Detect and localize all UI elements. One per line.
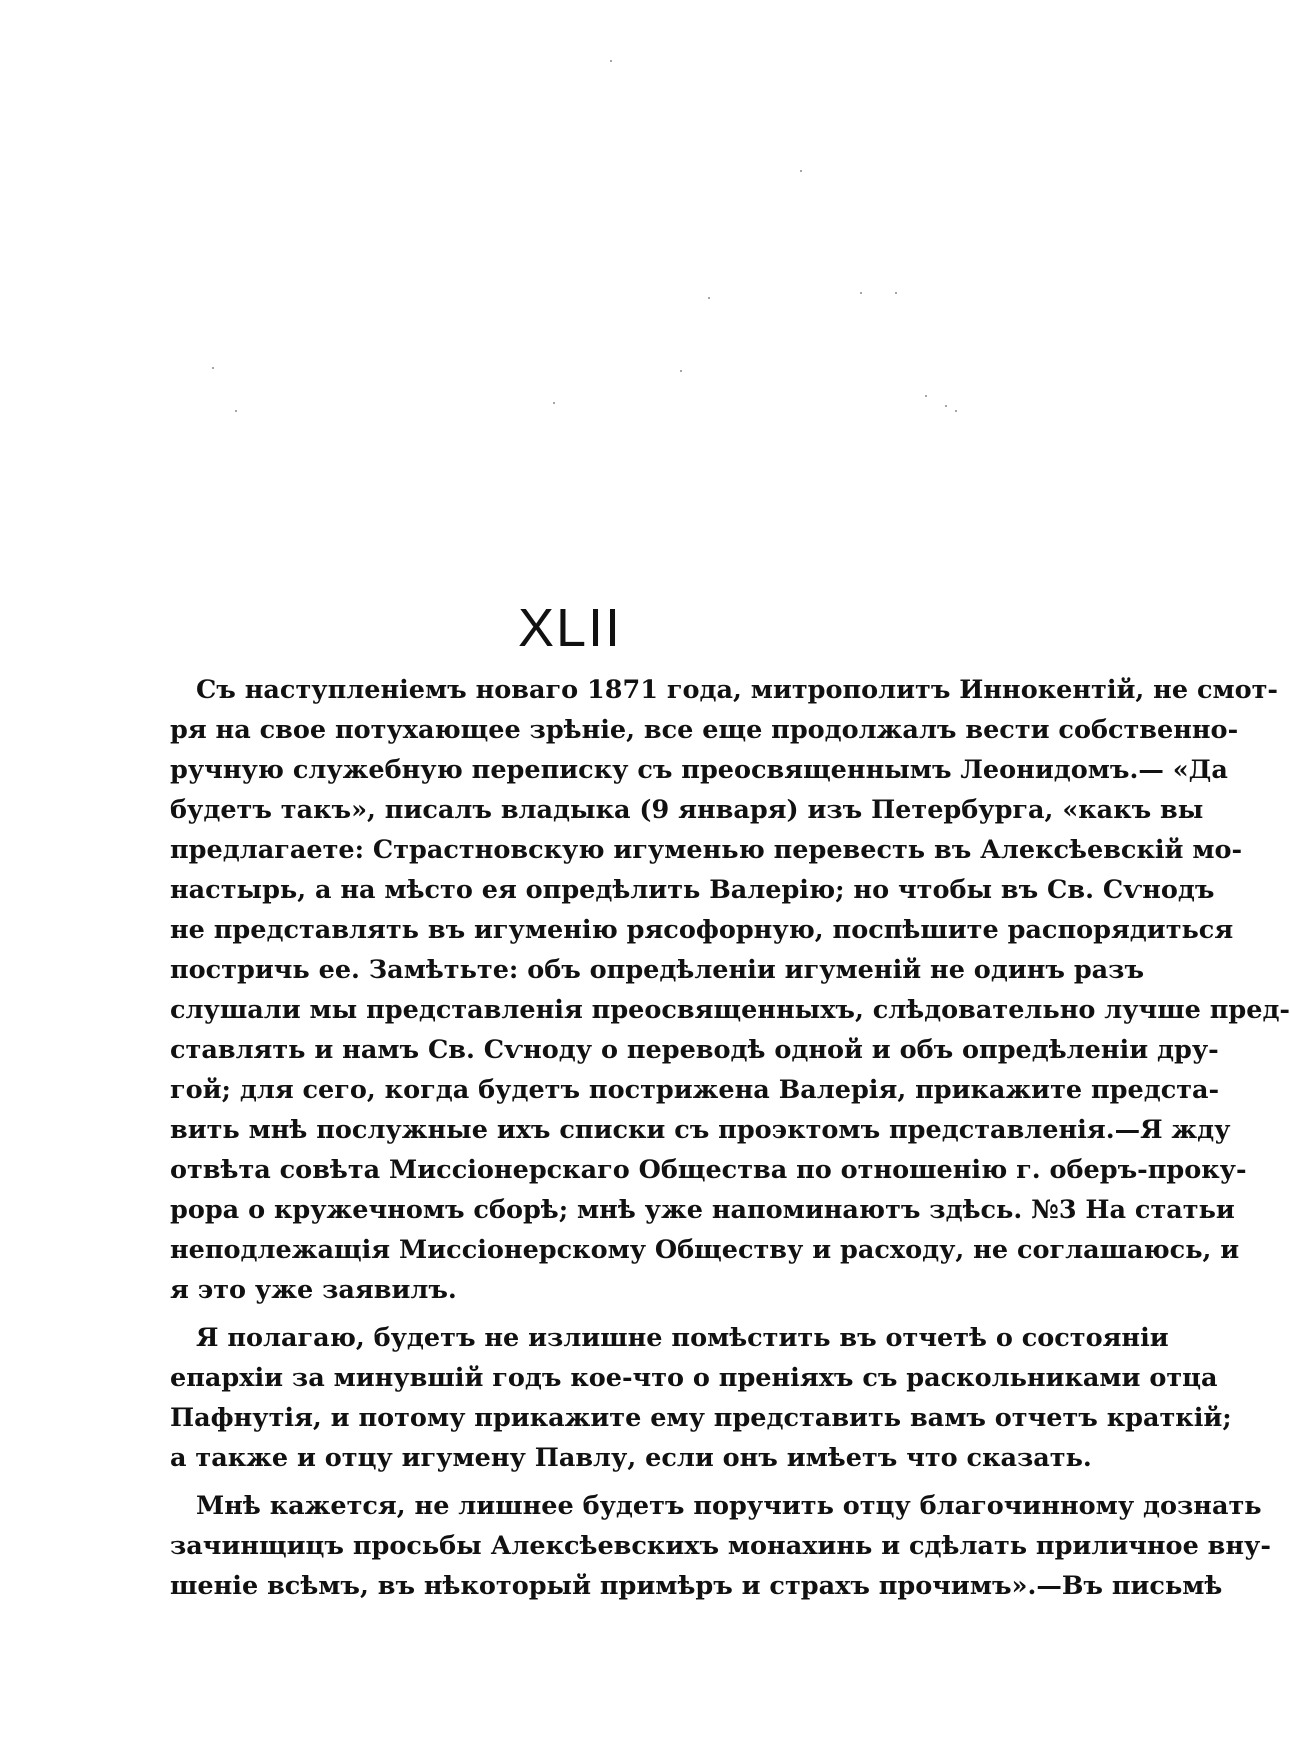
scan-speck <box>955 410 957 412</box>
text-line: предлагаете: Страстновскую игуменью перевесть въ Алексѣевскій мо- <box>170 835 1243 865</box>
scan-speck <box>680 370 682 372</box>
scan-speck <box>800 170 802 172</box>
text-line: Съ наступленіемъ новаго 1871 года, митрополитъ Иннокентій, не смот- <box>196 675 1279 705</box>
scan-speck <box>925 395 927 397</box>
paragraph-2 <box>170 1318 1232 1478</box>
text-line: вить мнѣ послужные ихъ списки съ проэктомъ представленія.—Я жду <box>170 1115 1231 1145</box>
text-line: ставлять и намъ Св. Сѵноду о переводѣ одной и объ опредѣленіи дру- <box>170 1035 1219 1065</box>
scan-speck <box>708 297 710 299</box>
text-line: а также и отцу игумену Павлу, если онъ имѣетъ что сказать. <box>170 1443 1092 1473</box>
text-line: шеніе всѣмъ, въ нѣкоторый примѣръ и страхъ прочимъ».—Въ письмѣ <box>170 1571 1223 1601</box>
text-line: будетъ такъ», писалъ владыка (9 января) изъ Петербурга, «какъ вы <box>170 795 1204 825</box>
paragraph-3 <box>170 1486 1271 1606</box>
text-line: настырь, а на мѣсто ея опредѣлить Валерію; но чтобы въ Св. Сѵнодъ <box>170 875 1215 905</box>
text-line: ручную служебную переписку съ преосвященнымъ Леонидомъ.— «Да <box>170 755 1228 785</box>
text-line: не представлять въ игуменію рясофорную, поспѣшите распорядиться <box>170 915 1234 945</box>
paragraph-gap <box>170 1310 1043 1318</box>
text-line: Я полагаю, будетъ не излишне помѣстить въ отчетѣ о состояніи <box>196 1323 1169 1353</box>
text-line: постричь ее. Замѣтьте: объ опредѣленіи игуменій не одинъ разъ <box>170 955 1145 985</box>
text-line: ря на свое потухающее зрѣніе, все еще продолжалъ вести собственно- <box>170 715 1239 745</box>
scan-speck <box>212 367 214 369</box>
text-line: зачинщицъ просьбы Алексѣевскихъ монахинь и сдѣлать приличное вну- <box>170 1531 1271 1561</box>
text-line: епархіи за минувшій годъ кое-что о преніяхъ съ раскольниками отца <box>170 1363 1218 1393</box>
text-line: Мнѣ кажется, не лишнее будетъ поручить отцу благочинному дознать <box>196 1491 1262 1521</box>
paragraph-1 <box>170 670 1290 1310</box>
text-line: рора о кружечномъ сборѣ; мнѣ уже напоминаютъ здѣсь. №3 На статьи <box>170 1195 1235 1225</box>
scan-speck <box>553 402 555 404</box>
scan-speck <box>610 60 612 62</box>
text-line: слушали мы представленія преосвященныхъ, слѣдовательно лучше пред- <box>170 995 1290 1025</box>
chapter-number: XLII <box>517 598 623 659</box>
text-line: неподлежащія Миссіонерскому Обществу и расходу, не соглашаюсь, и <box>170 1235 1240 1265</box>
text-line: отвѣта совѣта Миссіонерскаго Общества по отношенію г. оберъ-проку- <box>170 1155 1247 1185</box>
paragraph-gap <box>170 1478 1043 1486</box>
body-text <box>170 670 1290 1606</box>
text-line: гой; для сего, когда будетъ пострижена Валерія, прикажите предста- <box>170 1075 1220 1105</box>
text-line: Пафнутія, и потому прикажите ему представить вамъ отчетъ краткій; <box>170 1403 1232 1433</box>
text-line: я это уже заявилъ. <box>170 1275 457 1305</box>
scan-speck <box>945 405 947 407</box>
scan-speck <box>895 292 897 294</box>
scan-speck <box>235 410 237 412</box>
scan-speck <box>860 292 862 294</box>
